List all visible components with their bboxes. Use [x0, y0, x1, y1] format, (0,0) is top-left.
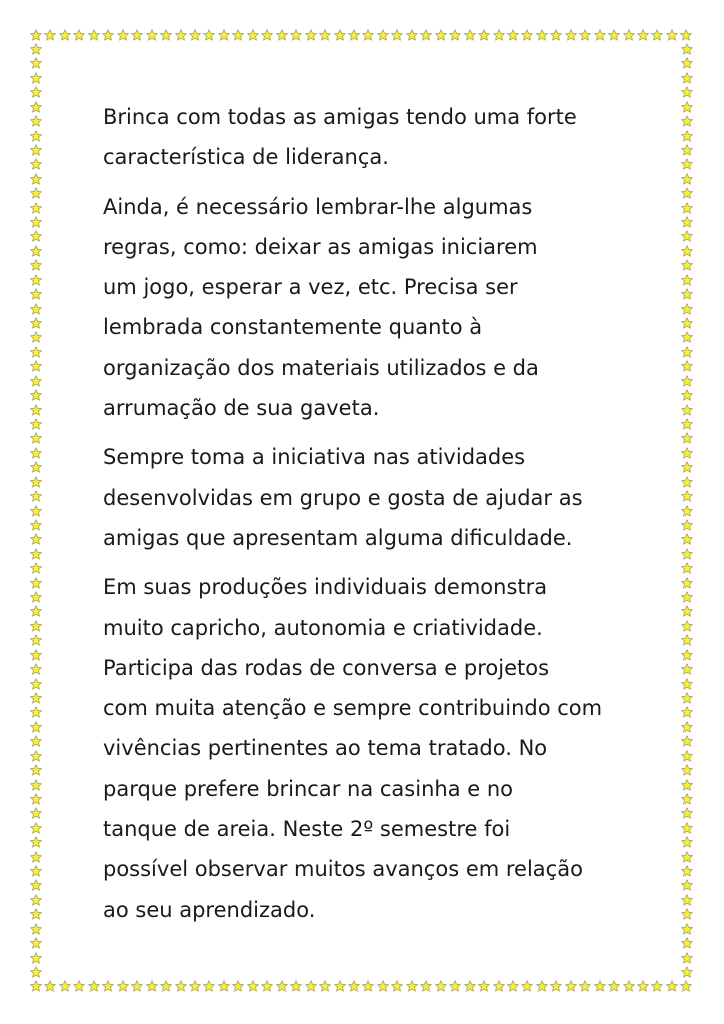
star-icon: [666, 980, 678, 992]
star-icon: [391, 29, 403, 41]
star-icon: [30, 245, 42, 257]
text-line: vivências pertinentes ao tema tratado. No: [103, 736, 548, 761]
star-icon: [681, 187, 693, 199]
star-icon: [73, 29, 85, 41]
star-icon: [88, 29, 100, 41]
star-icon: [319, 980, 331, 992]
star-icon: [131, 980, 143, 992]
star-icon: [681, 303, 693, 315]
star-icon: [681, 966, 693, 978]
star-icon: [681, 461, 693, 473]
star-icon: [218, 980, 230, 992]
star-icon: [247, 29, 259, 41]
star-icon: [175, 29, 187, 41]
star-icon: [348, 29, 360, 41]
star-icon: [30, 317, 42, 329]
star-icon: [681, 779, 693, 791]
star-icon: [189, 980, 201, 992]
star-icon: [464, 29, 476, 41]
star-icon: [30, 634, 42, 646]
star-icon: [637, 980, 649, 992]
report-text: [103, 97, 643, 930]
star-icon: [681, 634, 693, 646]
star-icon: [681, 663, 693, 675]
star-icon: [493, 29, 505, 41]
star-icon: [44, 29, 56, 41]
star-icon: [435, 980, 447, 992]
star-icon: [681, 331, 693, 343]
text-line: ao seu aprendizado.: [103, 897, 316, 922]
star-icon: [681, 101, 693, 113]
star-icon: [681, 923, 693, 935]
text-line: possível observar muitos avanços em relação: [103, 857, 583, 882]
star-icon: [637, 29, 649, 41]
star-icon: [681, 57, 693, 69]
star-icon: [30, 620, 42, 632]
star-icon: [276, 980, 288, 992]
star-icon: [30, 519, 42, 531]
star-icon: [73, 980, 85, 992]
star-icon: [160, 29, 172, 41]
star-icon: [189, 29, 201, 41]
star-border-bottom: [30, 980, 693, 992]
star-icon: [681, 851, 693, 863]
star-icon: [681, 577, 693, 589]
star-icon: [435, 29, 447, 41]
star-icon: [146, 29, 158, 41]
star-icon: [88, 980, 100, 992]
star-icon: [30, 158, 42, 170]
star-icon: [203, 980, 215, 992]
star-icon: [117, 980, 129, 992]
text-line: organização dos materiais utilizados e da: [103, 355, 539, 380]
star-icon: [681, 822, 693, 834]
star-icon: [681, 505, 693, 517]
star-icon: [30, 562, 42, 574]
star-icon: [681, 562, 693, 574]
star-icon: [681, 533, 693, 545]
star-icon: [305, 980, 317, 992]
star-icon: [651, 29, 663, 41]
star-icon: [681, 43, 693, 55]
star-icon: [131, 29, 143, 41]
star-icon: [30, 57, 42, 69]
star-icon: [391, 980, 403, 992]
star-icon: [681, 259, 693, 271]
star-icon: [362, 29, 374, 41]
star-icon: [102, 980, 114, 992]
star-icon: [305, 29, 317, 41]
star-icon: [377, 29, 389, 41]
star-icon: [30, 303, 42, 315]
star-icon: [681, 86, 693, 98]
star-icon: [681, 548, 693, 560]
star-icon: [594, 980, 606, 992]
paragraph-initiative: [103, 437, 643, 558]
star-icon: [30, 476, 42, 488]
star-icon: [30, 187, 42, 199]
star-icon: [565, 29, 577, 41]
star-icon: [276, 29, 288, 41]
star-icon: [30, 461, 42, 473]
star-icon: [30, 793, 42, 805]
star-icon: [608, 29, 620, 41]
star-icon: [681, 375, 693, 387]
star-icon: [406, 980, 418, 992]
star-icon: [232, 29, 244, 41]
star-border-top: [30, 29, 693, 41]
star-icon: [377, 980, 389, 992]
star-icon: [681, 591, 693, 603]
star-icon: [681, 72, 693, 84]
text-line: Ainda, é necessário lembrar-lhe algumas: [103, 194, 533, 219]
star-icon: [30, 72, 42, 84]
star-icon: [680, 29, 692, 41]
star-icon: [681, 692, 693, 704]
star-icon: [507, 980, 519, 992]
star-icon: [681, 605, 693, 617]
star-icon: [550, 29, 562, 41]
star-icon: [44, 980, 56, 992]
text-line: parque prefere brincar na casinha e no: [103, 776, 513, 801]
star-icon: [681, 158, 693, 170]
star-icon: [681, 735, 693, 747]
star-icon: [681, 245, 693, 257]
star-icon: [59, 980, 71, 992]
star-icon: [681, 346, 693, 358]
star-icon: [507, 29, 519, 41]
star-icon: [651, 980, 663, 992]
star-icon: [681, 879, 693, 891]
paragraph-productions: [103, 567, 643, 930]
star-icon: [30, 346, 42, 358]
star-icon: [30, 404, 42, 416]
star-icon: [218, 29, 230, 41]
star-icon: [30, 360, 42, 372]
star-icon: [681, 418, 693, 430]
star-icon: [420, 29, 432, 41]
text-line: muito capricho, autonomia e criatividade.: [103, 615, 543, 640]
star-icon: [681, 750, 693, 762]
star-icon: [30, 750, 42, 762]
star-icon: [30, 101, 42, 113]
star-icon: [30, 980, 42, 992]
star-icon: [681, 144, 693, 156]
star-icon: [247, 980, 259, 992]
star-icon: [117, 29, 129, 41]
star-icon: [681, 288, 693, 300]
star-icon: [681, 649, 693, 661]
star-icon: [30, 865, 42, 877]
star-icon: [261, 980, 273, 992]
text-line: um jogo, esperar a vez, etc. Precisa ser: [103, 275, 518, 300]
text-line: com muita atenção e sempre contribuindo com: [103, 696, 603, 721]
star-icon: [348, 980, 360, 992]
star-icon: [362, 980, 374, 992]
star-border-right: [681, 43, 693, 978]
text-line: característica de liderança.: [103, 145, 389, 170]
star-icon: [681, 115, 693, 127]
star-icon: [30, 591, 42, 603]
star-icon: [449, 980, 461, 992]
star-icon: [30, 908, 42, 920]
text-line: lembrada constantemente quanto à: [103, 315, 483, 340]
star-icon: [536, 29, 548, 41]
star-icon: [666, 29, 678, 41]
star-icon: [681, 721, 693, 733]
star-icon: [30, 577, 42, 589]
star-icon: [30, 259, 42, 271]
star-icon: [681, 317, 693, 329]
star-icon: [30, 389, 42, 401]
star-icon: [30, 851, 42, 863]
star-icon: [493, 980, 505, 992]
star-icon: [30, 764, 42, 776]
star-icon: [536, 980, 548, 992]
star-icon: [30, 779, 42, 791]
star-icon: [681, 952, 693, 964]
star-icon: [30, 663, 42, 675]
star-icon: [449, 29, 461, 41]
star-icon: [579, 29, 591, 41]
star-icon: [681, 202, 693, 214]
star-icon: [681, 894, 693, 906]
star-icon: [521, 29, 533, 41]
star-icon: [681, 764, 693, 776]
star-icon: [681, 678, 693, 690]
star-icon: [681, 173, 693, 185]
star-icon: [30, 29, 42, 41]
star-icon: [623, 980, 635, 992]
star-icon: [521, 980, 533, 992]
star-icon: [681, 389, 693, 401]
star-icon: [420, 980, 432, 992]
star-icon: [680, 980, 692, 992]
star-icon: [30, 678, 42, 690]
star-icon: [290, 980, 302, 992]
star-icon: [681, 620, 693, 632]
star-icon: [175, 980, 187, 992]
star-icon: [30, 548, 42, 560]
star-icon: [334, 29, 346, 41]
star-icon: [681, 360, 693, 372]
star-icon: [30, 288, 42, 300]
star-icon: [30, 533, 42, 545]
star-icon: [406, 29, 418, 41]
star-icon: [30, 230, 42, 242]
star-icon: [30, 115, 42, 127]
star-icon: [30, 894, 42, 906]
star-icon: [30, 490, 42, 502]
star-icon: [681, 130, 693, 142]
star-icon: [30, 836, 42, 848]
star-icon: [30, 923, 42, 935]
star-icon: [623, 29, 635, 41]
star-icon: [30, 447, 42, 459]
star-icon: [30, 173, 42, 185]
star-icon: [681, 836, 693, 848]
text-line: arrumação de sua gaveta.: [103, 396, 380, 421]
star-icon: [290, 29, 302, 41]
star-icon: [30, 692, 42, 704]
star-icon: [30, 937, 42, 949]
star-icon: [550, 980, 562, 992]
star-icon: [681, 490, 693, 502]
star-icon: [30, 952, 42, 964]
star-icon: [30, 649, 42, 661]
star-icon: [681, 404, 693, 416]
star-icon: [681, 476, 693, 488]
star-icon: [30, 418, 42, 430]
star-icon: [30, 144, 42, 156]
star-icon: [594, 29, 606, 41]
star-icon: [478, 29, 490, 41]
star-icon: [681, 216, 693, 228]
star-icon: [30, 202, 42, 214]
star-icon: [30, 807, 42, 819]
star-icon: [30, 375, 42, 387]
star-icon: [681, 937, 693, 949]
star-icon: [565, 980, 577, 992]
text-line: regras, como: deixar as amigas iniciarem: [103, 234, 538, 259]
star-icon: [681, 865, 693, 877]
star-icon: [30, 505, 42, 517]
star-icon: [319, 29, 331, 41]
star-icon: [478, 980, 490, 992]
star-icon: [30, 274, 42, 286]
star-icon: [30, 735, 42, 747]
text-line: Sempre toma a iniciativa nas atividades: [103, 445, 526, 470]
star-icon: [681, 274, 693, 286]
star-icon: [681, 447, 693, 459]
star-icon: [579, 980, 591, 992]
star-icon: [30, 879, 42, 891]
text-line: desenvolvidas em grupo e gosta de ajudar as: [103, 485, 583, 510]
star-icon: [30, 130, 42, 142]
star-icon: [30, 43, 42, 55]
star-icon: [30, 966, 42, 978]
star-icon: [146, 980, 158, 992]
star-icon: [30, 331, 42, 343]
star-icon: [30, 432, 42, 444]
star-icon: [30, 706, 42, 718]
text-line: Participa das rodas de conversa e projetos: [103, 655, 550, 680]
paragraph-rules: [103, 187, 643, 429]
star-icon: [681, 432, 693, 444]
star-icon: [681, 908, 693, 920]
star-icon: [102, 29, 114, 41]
star-icon: [681, 807, 693, 819]
star-icon: [261, 29, 273, 41]
star-icon: [681, 519, 693, 531]
star-icon: [30, 721, 42, 733]
star-icon: [681, 793, 693, 805]
star-icon: [203, 29, 215, 41]
text-line: tanque de areia. Neste 2º semestre foi: [103, 817, 511, 842]
text-line: Em suas produções individuais demonstra: [103, 575, 548, 600]
star-icon: [608, 980, 620, 992]
star-icon: [30, 605, 42, 617]
star-border-left: [30, 43, 42, 978]
star-icon: [232, 980, 244, 992]
star-icon: [30, 86, 42, 98]
paragraph-leadership: [103, 97, 643, 178]
star-icon: [681, 230, 693, 242]
star-icon: [59, 29, 71, 41]
star-icon: [681, 706, 693, 718]
star-icon: [30, 216, 42, 228]
text-line: Brinca com todas as amigas tendo uma forte: [103, 105, 577, 129]
star-icon: [30, 822, 42, 834]
star-icon: [334, 980, 346, 992]
star-icon: [464, 980, 476, 992]
star-icon: [160, 980, 172, 992]
text-line: amigas que apresentam alguma dificuldade.: [103, 525, 573, 550]
